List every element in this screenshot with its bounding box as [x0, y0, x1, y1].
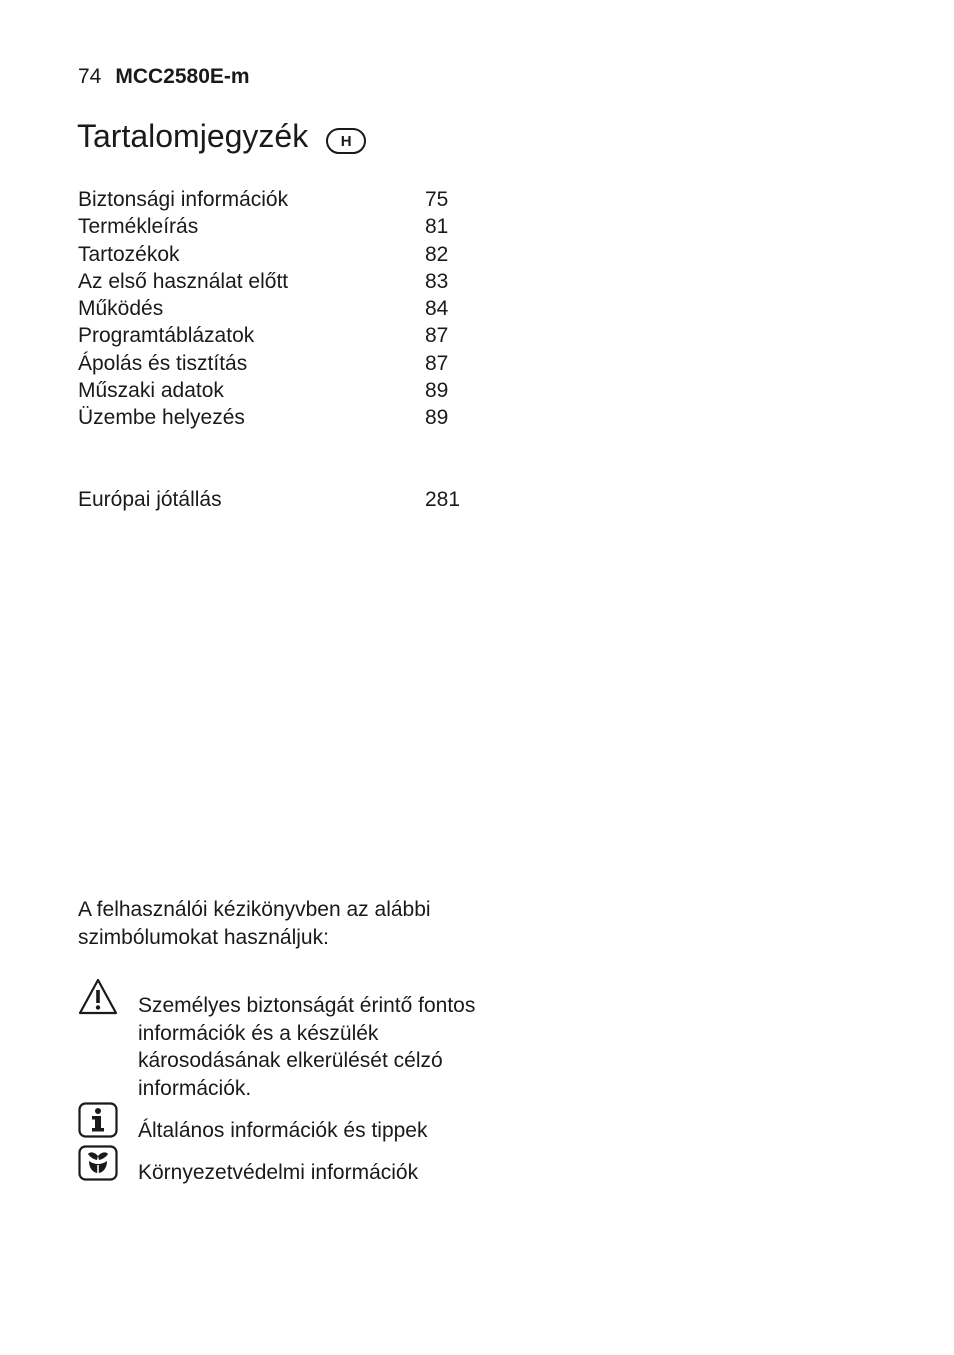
toc-title: Termékleírás [78, 215, 199, 239]
toc-row[interactable] [78, 322, 478, 349]
toc-page: 81 [425, 215, 449, 239]
toc-title: Az első használat előtt [78, 269, 289, 293]
toc-page: 83 [425, 269, 449, 293]
toc-page: 82 [425, 242, 449, 266]
toc-title: Működés [78, 297, 164, 321]
legend-text: Személyes biztonságát érintő fontos információk és a készülék károsodásának elkerülését célzó információk. [138, 994, 476, 1100]
toc-title: Programtáblázatok [78, 324, 255, 348]
toc-row[interactable] [78, 241, 478, 268]
table-of-contents [78, 186, 478, 513]
legend-intro: A felhasználói kézikönyvben az alábbi szimbólumokat használjuk: [78, 898, 431, 949]
toc-title: Üzembe helyezés [78, 406, 245, 430]
title-row [77, 116, 366, 156]
toc-page: 84 [425, 297, 449, 321]
toc-title: Biztonsági információk [78, 188, 289, 211]
page-header [78, 64, 250, 90]
toc-title: Műszaki adatok [78, 379, 224, 403]
language-badge: H [326, 128, 366, 154]
toc-row[interactable] [78, 186, 478, 213]
info-icon [78, 1102, 118, 1143]
toc-spacer [78, 432, 478, 486]
warning-icon [78, 978, 118, 1021]
toc-row[interactable] [78, 295, 478, 322]
environment-icon [78, 1145, 118, 1186]
toc-row[interactable] [78, 213, 478, 240]
toc-page: 87 [425, 324, 449, 348]
toc-title: Tartozékok [78, 242, 180, 266]
toc-page: 89 [425, 379, 449, 403]
toc-page: 281 [425, 487, 461, 511]
model-name: MCC2580E-m [115, 65, 250, 88]
legend-text: Környezetvédelmi információk [138, 1161, 419, 1184]
page-title: Tartalomjegyzék [77, 118, 309, 154]
toc-row[interactable] [78, 350, 478, 377]
toc-row[interactable] [78, 377, 478, 404]
toc-title: Európai jótállás [78, 487, 222, 511]
toc-row[interactable] [78, 268, 478, 295]
toc-title: Ápolás és tisztítás [78, 351, 248, 375]
toc-row-warranty[interactable] [78, 486, 478, 513]
page-number: 74 [78, 65, 102, 88]
legend-text: Általános információk és tippek [138, 1119, 428, 1142]
toc-page: 75 [425, 188, 449, 211]
toc-row[interactable] [78, 404, 478, 431]
toc-page: 89 [425, 406, 449, 430]
toc-page: 87 [425, 351, 449, 375]
